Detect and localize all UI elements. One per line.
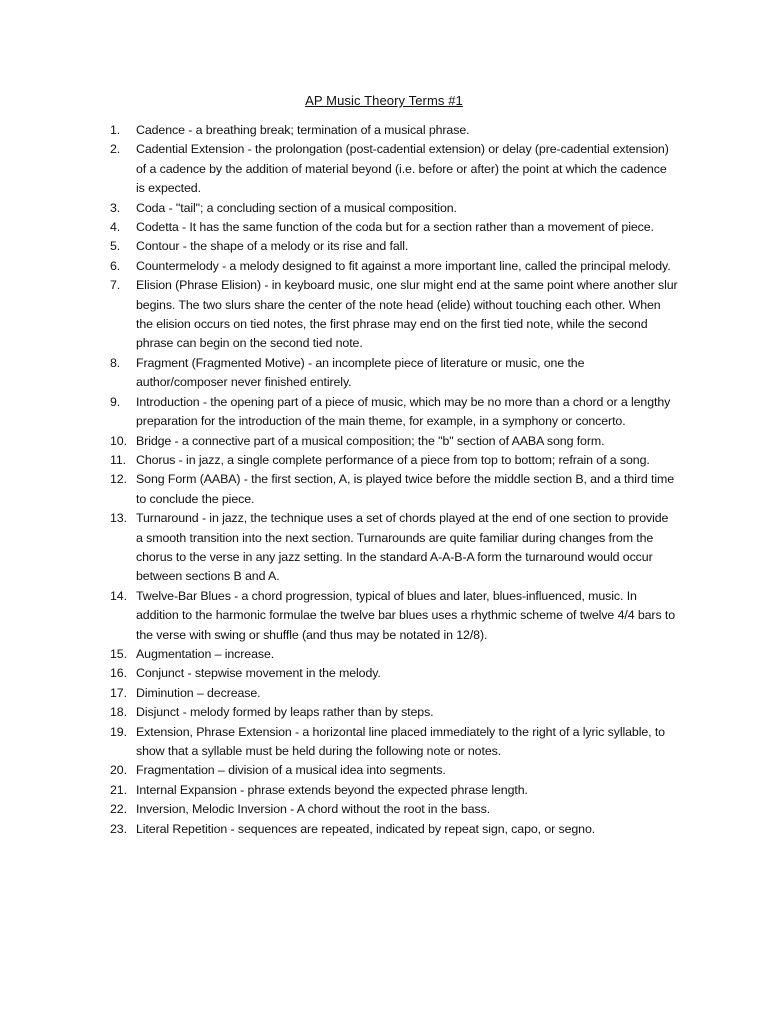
list-item <box>110 723 678 762</box>
term-text: Internal Expansion - phrase extends beyond the expected phrase length. <box>136 782 528 797</box>
list-item <box>110 218 678 237</box>
term-text: Diminution – decrease. <box>136 685 261 700</box>
term-number: 5. <box>110 239 121 254</box>
term-number: 3. <box>110 200 121 215</box>
list-item <box>110 645 678 664</box>
term-number: 21. <box>110 782 127 797</box>
term-number: 18. <box>110 705 127 720</box>
term-number: 23. <box>110 821 127 836</box>
term-text: Fragment (Fragmented Motive) - an incomplete piece of literature or music, one the author/composer never finished entirely. <box>136 355 585 390</box>
term-number: 13. <box>110 511 127 526</box>
list-item <box>110 432 678 451</box>
term-number: 22. <box>110 802 127 817</box>
term-number: 17. <box>110 685 127 700</box>
term-text: Codetta - It has the same function of the coda but for a section rather than a movement of piece. <box>136 220 654 235</box>
list-item <box>110 820 678 839</box>
term-text: Literal Repetition - sequences are repeated, indicated by repeat sign, capo, or segno. <box>136 821 596 836</box>
term-number: 12. <box>110 472 127 487</box>
term-text: Introduction - the opening part of a piece of music, which may be no more than a chord or a lengthy preparation for the introduction of the main theme, for example, in a symphony or concerto. <box>136 394 671 429</box>
list-item <box>110 800 678 819</box>
list-item <box>110 237 678 256</box>
term-number: 4. <box>110 220 121 235</box>
term-number: 8. <box>110 355 121 370</box>
list-item <box>110 781 678 800</box>
list-item <box>110 664 678 683</box>
term-text: Extension, Phrase Extension - a horizontal line placed immediately to the right of a lyric syllable, to show that a syllable must be held during the following note or notes. <box>136 724 665 758</box>
term-number: 20. <box>110 763 127 778</box>
term-number: 16. <box>110 666 127 681</box>
list-item <box>110 257 678 276</box>
term-number: 9. <box>110 394 121 409</box>
list-item <box>110 140 678 198</box>
term-text: Bridge - a connective part of a musical composition; the "b" section of AABA song form. <box>136 433 605 448</box>
term-number: 15. <box>110 646 127 661</box>
term-text: Countermelody - a melody designed to fit against a more important line, called the principal melody. <box>136 258 671 273</box>
list-item <box>110 276 678 354</box>
list-item <box>110 354 678 393</box>
term-number: 2. <box>110 142 121 157</box>
term-text: Augmentation – increase. <box>136 646 275 661</box>
list-item <box>110 470 678 509</box>
list-item <box>110 451 678 470</box>
term-text: Cadential Extension - the prolongation (post-cadential extension) or delay (pre-cadential extension) of a cadence by the addition of material beyond (i.e. before or after) the point at which the cadence is expected. <box>136 142 669 196</box>
term-text: Elision (Phrase Elision) - in keyboard music, one slur might end at the same point where another slur begins. The two slurs share the center of the note head (elide) without touching each other. When the elision occurs on tied notes, the first phrase may end on the first tied note, while the second phrase can begin on the second tied note. <box>136 278 678 351</box>
term-number: 6. <box>110 258 121 273</box>
list-item <box>110 121 678 140</box>
term-text: Song Form (AABA) - the first section, A, is played twice before the middle section B, and a third time to conclude the piece. <box>136 472 674 506</box>
terms-list <box>110 121 678 839</box>
term-text: Turnaround - in jazz, the technique uses a set of chords played at the end of one section to provide a smooth transition into the next section. Turnarounds are quite familiar during changes from the chorus to the verse in any jazz setting. In the standard A-A-B-A form the turnaround would occur between sections B and A. <box>136 511 669 584</box>
list-item <box>110 761 678 780</box>
term-text: Coda - "tail"; a concluding section of a musical composition. <box>136 200 457 215</box>
term-text: Cadence - a breathing break; termination of a musical phrase. <box>136 123 470 137</box>
list-item <box>110 393 678 432</box>
document-title: AP Music Theory Terms #1 <box>305 93 463 108</box>
list-item <box>110 587 678 645</box>
term-number: 19. <box>110 724 127 739</box>
term-number: 7. <box>110 278 121 293</box>
list-item <box>110 703 678 722</box>
term-number: 10. <box>110 433 127 448</box>
list-item <box>110 509 678 587</box>
list-item <box>110 684 678 703</box>
term-text: Chorus - in jazz, a single complete performance of a piece from top to bottom; refrain of a song. <box>136 452 650 467</box>
term-text: Disjunct - melody formed by leaps rather than by steps. <box>136 705 434 720</box>
term-number: 11. <box>110 452 127 467</box>
term-text: Fragmentation – division of a musical idea into segments. <box>136 763 446 778</box>
list-item <box>110 199 678 218</box>
term-text: Contour - the shape of a melody or its rise and fall. <box>136 239 409 254</box>
term-number: 1. <box>110 123 121 137</box>
term-text: Twelve-Bar Blues - a chord progression, typical of blues and later, blues-influenced, music. In addition to the harmonic formulae the twelve bar blues uses a rhythmic scheme of twelve 4/4 bars to the verse with swing or shuffle (and thus may be notated in 12/8). <box>136 588 676 642</box>
term-text: Inversion, Melodic Inversion - A chord without the root in the bass. <box>136 802 491 817</box>
term-text: Conjunct - stepwise movement in the melody. <box>136 666 381 681</box>
term-number: 14. <box>110 588 127 603</box>
